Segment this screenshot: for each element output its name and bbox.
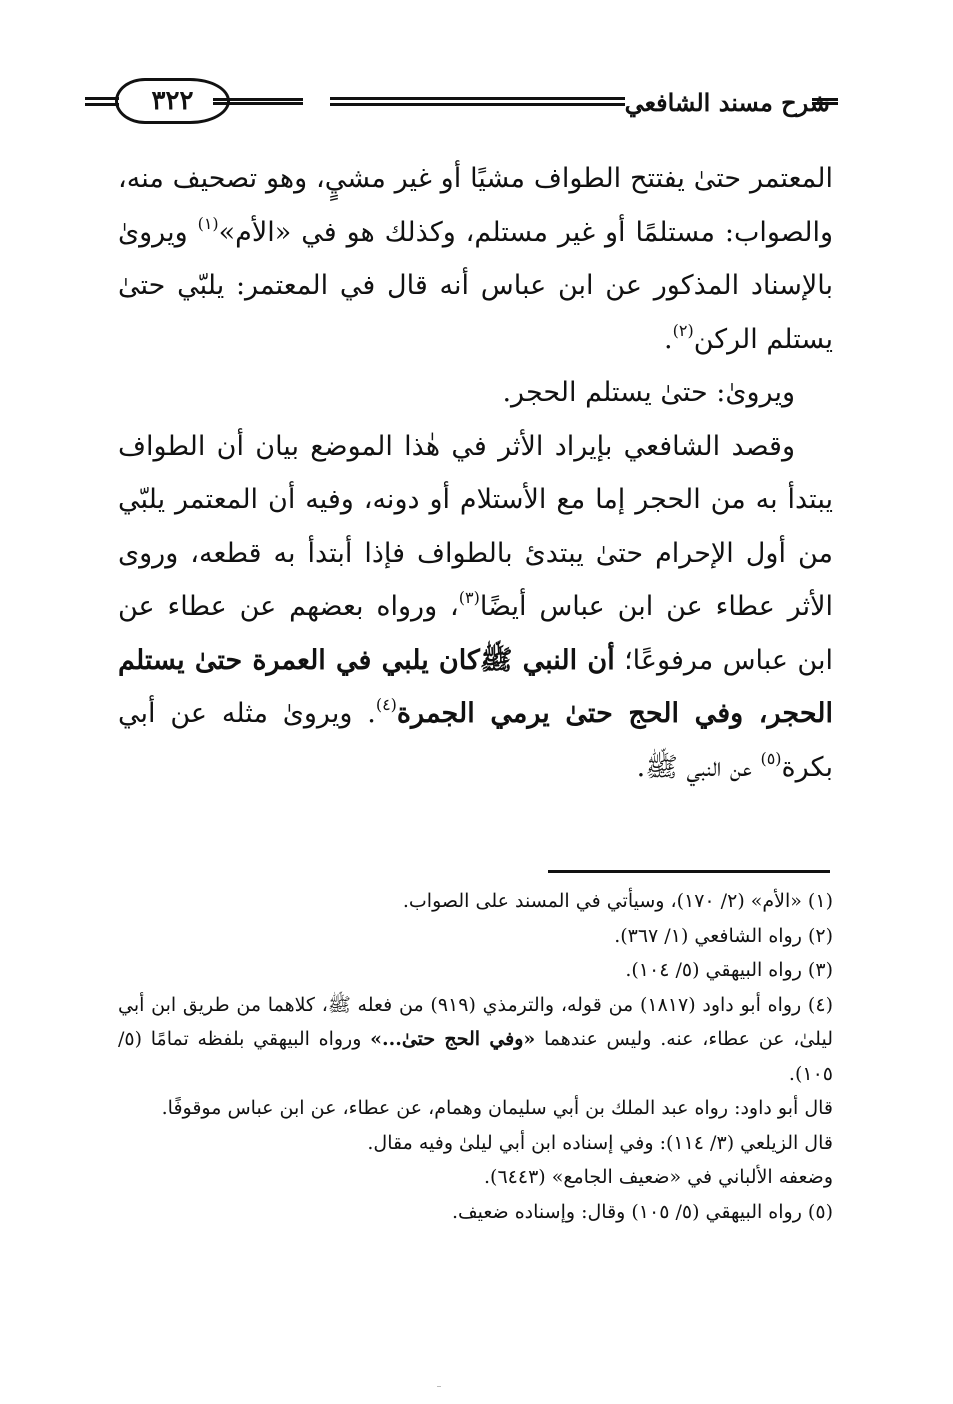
- paragraph: [118, 420, 833, 795]
- footnote: [118, 988, 833, 1092]
- bold-hadith-text: أن النبي ﷺكان يلبي في العمرة حتىٰ يستلم الحجر، وفي الحج حتىٰ يرمي الجمرة: [118, 644, 833, 729]
- footnote: (١) «الأم» (٢/ ١٧٠)، وسيأتي في المسند على الصواب.: [402, 890, 833, 912]
- footnote-ref: (١): [197, 213, 219, 233]
- footnote-continuation: وضعفه الألباني في «ضعيف الجامع» (٦٤٤٣).: [484, 1166, 833, 1188]
- footnote-ref: (٥): [760, 748, 782, 768]
- page-number-badge: [115, 78, 230, 124]
- header-ornament-rule: [85, 97, 119, 106]
- footnote-continuation: قال أبو داود: رواه عبد الملك بن أبي سليمان وهمام، عن عطاء، عن ابن عباس موقوفًا.: [161, 1097, 833, 1119]
- footnote: (٢) رواه الشافعي (١/ ٣٦٧).: [614, 924, 833, 947]
- text-run: عن النبي ﷺ.: [636, 751, 761, 783]
- text-run: ، ورواه بعضهم عن عطاء عن ابن عباس مرفوعًا؛: [118, 591, 833, 676]
- text-run: .: [664, 323, 673, 355]
- page-header: [115, 70, 830, 130]
- footnote-ref: (٤): [375, 695, 397, 714]
- paragraph: ويروىٰ: حتىٰ يستلم الحجر.: [502, 377, 795, 408]
- footnote-ref: (٣): [458, 588, 480, 607]
- main-text: [118, 152, 833, 794]
- footnote: (٥) رواه البيهقي (٥/ ١٠٥) وقال: وإسناده ضعيف.: [451, 1200, 833, 1223]
- text-run: (٤) رواه أبو داود (١٨١٧) من قوله، والترمذي (٩١٩) من فعله ﷺ، كلاهما من طريق ابن أبي ليلىٰ، عن عطاء، عنه. وليس عندهما: [118, 993, 833, 1050]
- footnotes: [118, 884, 833, 1229]
- text-run: ورواه البيهقي بلفظه تمامًا (٥/ ١٠٥).: [118, 1028, 833, 1085]
- scan-speck: [437, 1386, 441, 1387]
- text-run: وقصد الشافعي بإيراد الأثر في هٰذا الموضع بيان أن الطواف يبتدأ به من الحجر إما مع الأستلام أو دونه، وفيه أن المعتمر يلبّي من أول الإحرام حتىٰ يبتدئ بالطواف فإذا أبتدأ به قطعه، وروى الأثر عطاء عن ابن عباس أيضًا: [118, 430, 833, 622]
- bold-quote: «وفي الحج حتىٰ...»: [370, 1028, 536, 1050]
- header-double-rule: [330, 97, 625, 106]
- footnote-separator: [548, 870, 830, 873]
- book-title: شرح مسند الشافعي: [624, 88, 830, 117]
- text-run: المعتمر حتىٰ يفتتح الطواف مشيًا أو غير مشيٍ، وهو تصحيف منه، والصواب: مستلمًا أو غير مستلم، وكذلك هو في «الأم»: [118, 163, 833, 248]
- paragraph: [118, 152, 833, 366]
- footnote-continuation: قال الزيلعي (٣/ ١١٤): وفي إسناده ابن أبي ليلىٰ وفيه مقال.: [367, 1131, 833, 1154]
- footnote-ref: (٢): [672, 320, 694, 340]
- text-run: ويروىٰ بالإسناد المذكور عن ابن عباس أنه قال في المعتمر: يلبّي حتىٰ يستلم الركن: [118, 216, 833, 355]
- text-run: . ويروىٰ مثله عن أبي بكرة: [118, 698, 833, 783]
- footnote: (٣) رواه البيهقي (٥/ ١٠٤).: [625, 959, 833, 981]
- page-number: ٣٢٢: [151, 86, 194, 116]
